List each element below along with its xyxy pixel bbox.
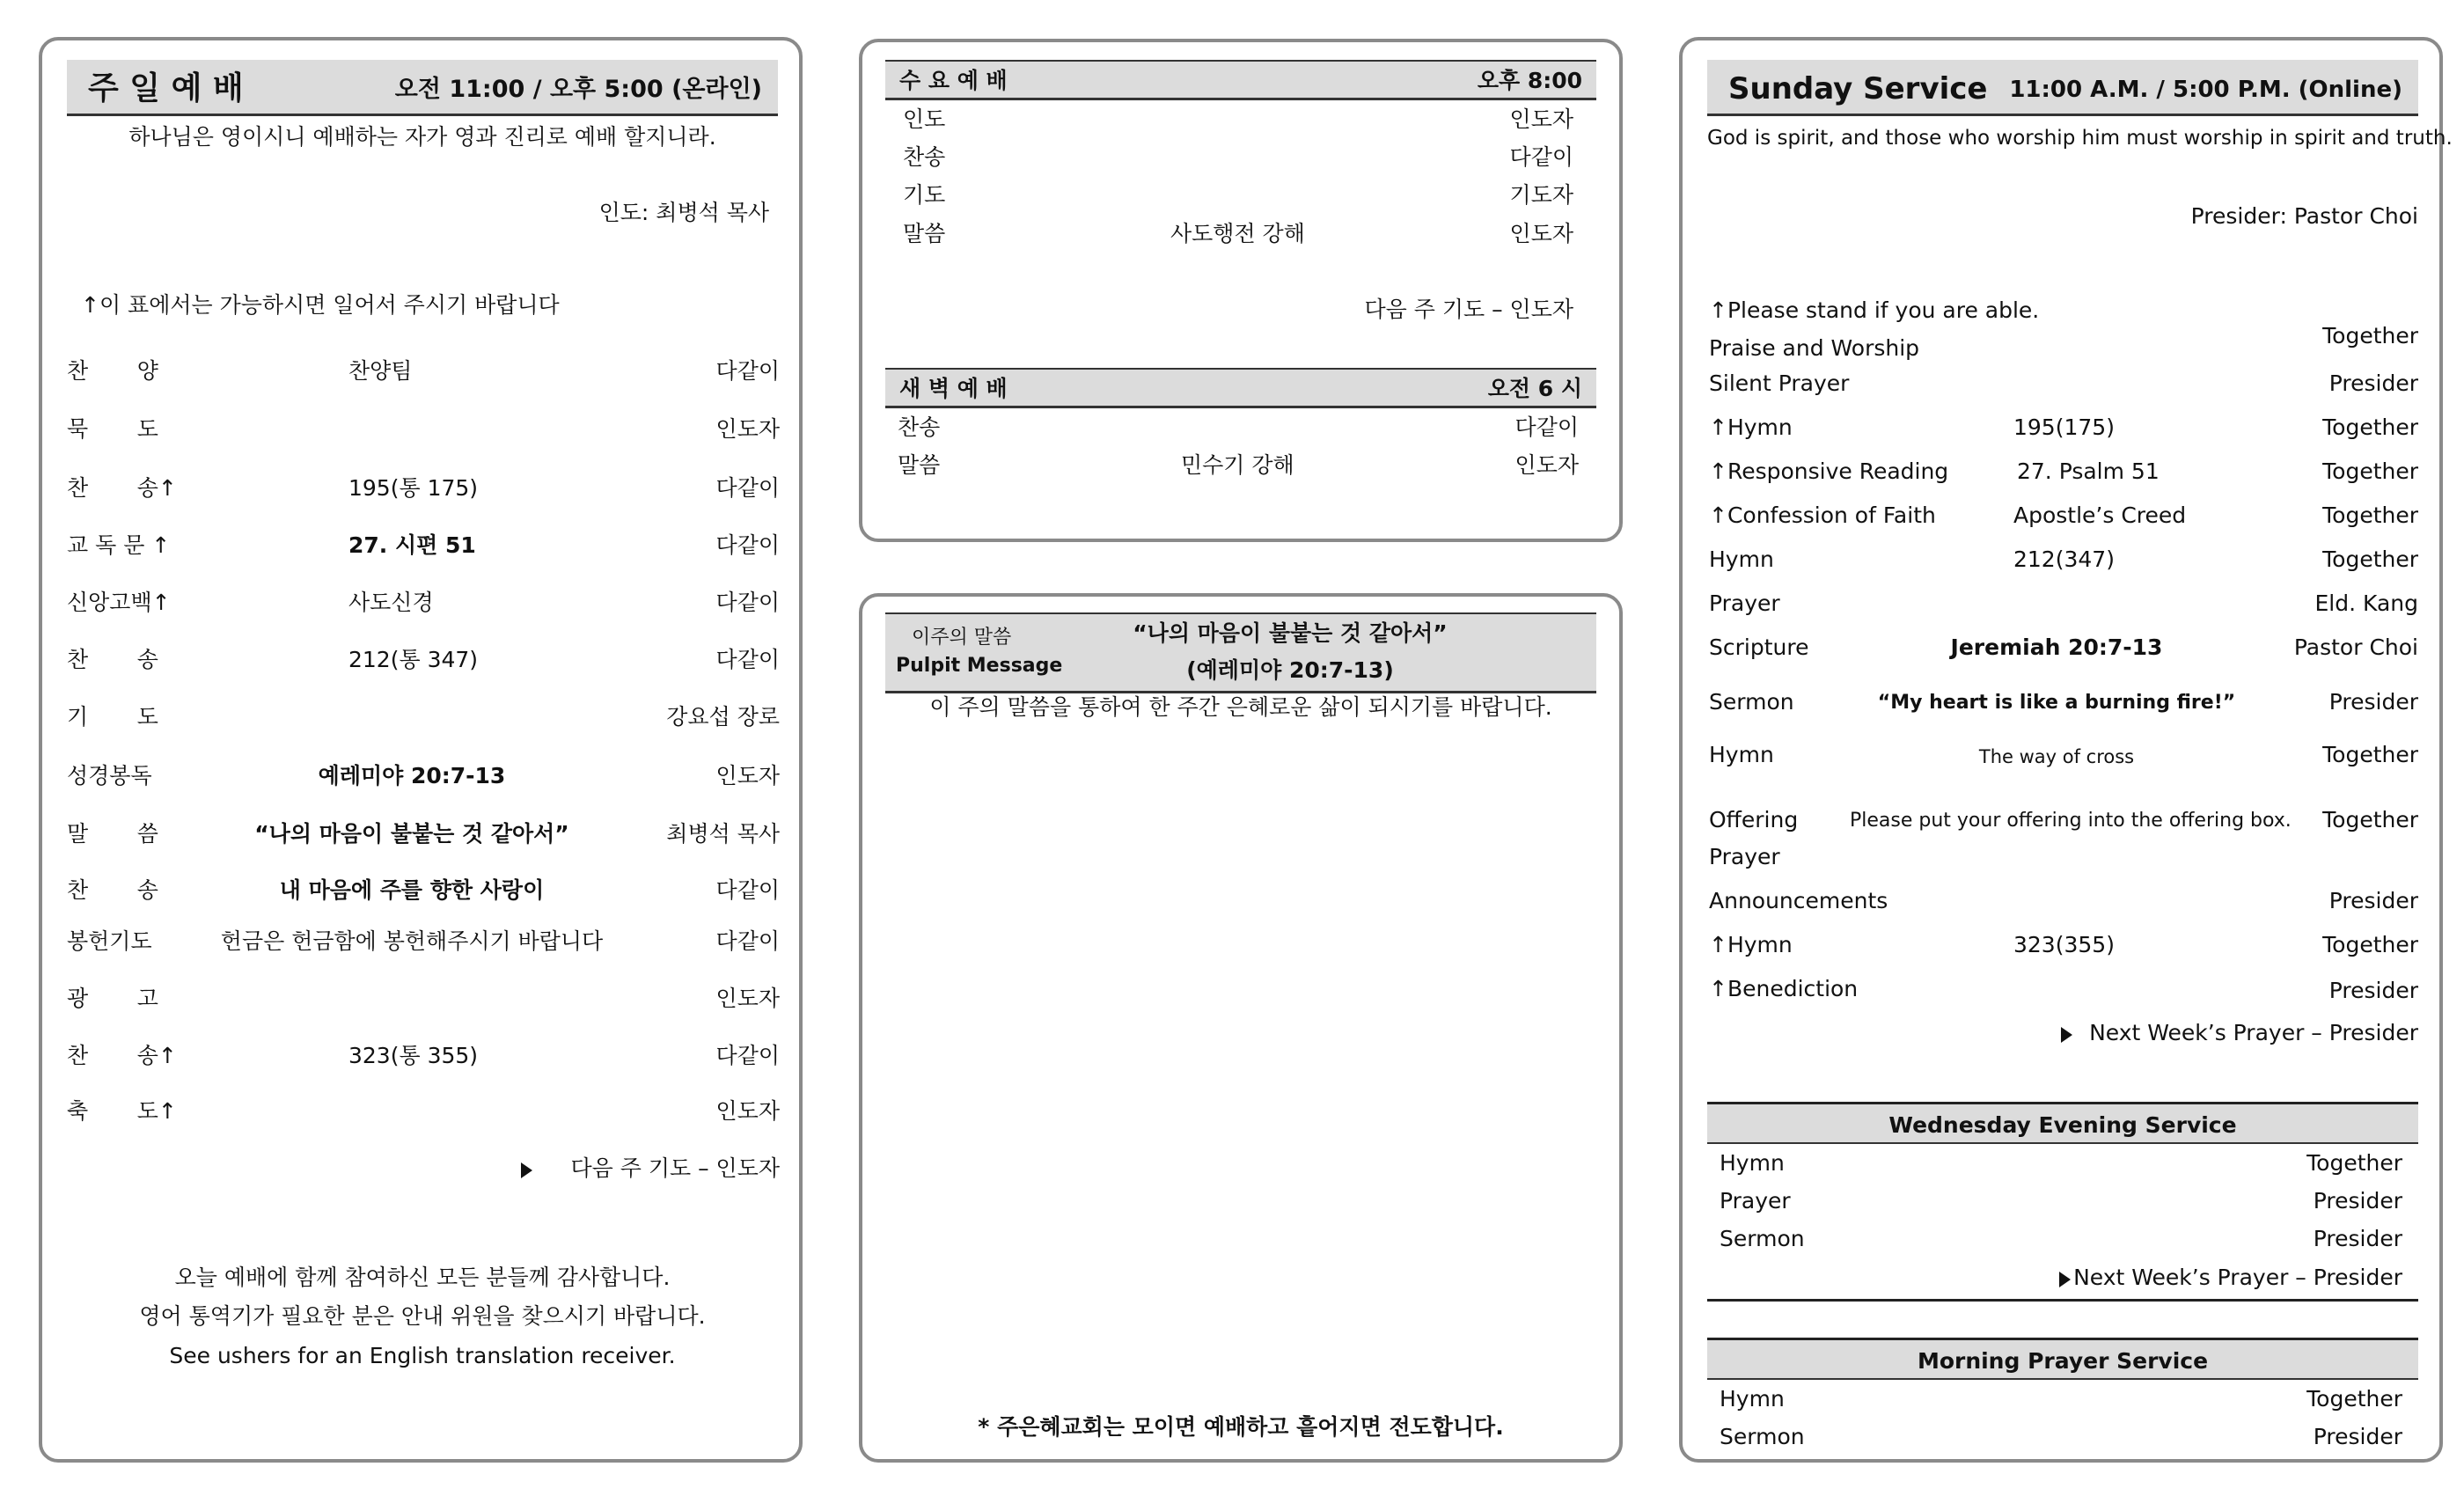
- dawn-ko-header: [885, 368, 1596, 408]
- order-who: Together: [2322, 807, 2418, 832]
- order-item: Sermon: [1709, 689, 1794, 715]
- pulpit-header: [885, 612, 1596, 693]
- order-who: Together: [2322, 414, 2418, 440]
- wed-who: 인도자: [1509, 221, 1573, 246]
- order-detail: 323(통 355): [348, 1043, 479, 1068]
- order-item: Scripture: [1709, 634, 1809, 660]
- order-item: Silent Prayer: [1709, 370, 1850, 396]
- wed-en-who: Together: [2306, 1150, 2402, 1176]
- wednesday-ko-title: 수 요 예 배: [899, 68, 1008, 93]
- order-who: Together: [2322, 458, 2418, 484]
- pulpit-reference: (예레미야 20:7-13): [1186, 657, 1394, 683]
- wed-who: 기도자: [1509, 182, 1573, 208]
- order-detail: 195(175): [2013, 414, 2115, 440]
- order-detail: 사도신경: [348, 590, 434, 615]
- wed-item: 말씀: [903, 221, 946, 246]
- pulpit-message-panel: [859, 593, 1623, 1463]
- order-who: 인도자: [715, 763, 780, 788]
- korean-sunday-header: [67, 60, 778, 116]
- korean-sunday-panel: [39, 37, 803, 1463]
- order-who: 다같이: [715, 475, 780, 501]
- order-item: ↑Hymn: [1709, 932, 1793, 957]
- pulpit-title: “나의 마음이 불붙는 것 같아서”: [1133, 620, 1448, 646]
- order-item: Hymn: [1709, 546, 1774, 572]
- order-detail: 내 마음에 주를 향한 사랑이: [279, 877, 545, 903]
- wed-who: 인도자: [1509, 106, 1573, 132]
- translation-note-ko: 영어 통역기가 필요한 분은 안내 위원을 찾으시기 바랍니다.: [139, 1303, 706, 1329]
- order-who: 다같이: [715, 590, 780, 615]
- wed-en-item: Prayer: [1720, 1188, 1791, 1214]
- order-who: 다같이: [715, 877, 780, 903]
- english-next-prayer: Next Week’s Prayer – Presider: [2089, 1020, 2418, 1045]
- dawn-ko-time: 오전 6 시: [1487, 376, 1582, 401]
- dawn-who: 인도자: [1514, 452, 1579, 478]
- dawn-who: 다같이: [1514, 414, 1579, 440]
- order-item: ↑Benediction: [1709, 976, 1859, 1001]
- order-item: ↑Hymn: [1709, 414, 1793, 440]
- english-sunday-time: 11:00 A.M. / 5:00 P.M. (Online): [2009, 77, 2402, 103]
- order-item: ↑Confession of Faith: [1709, 502, 1936, 528]
- play-arrow-icon: [2059, 1272, 2071, 1287]
- dawn-ko-title: 새 벽 예 배: [899, 376, 1008, 401]
- wed-next-prayer: 다음 주 기도 – 인도자: [1364, 297, 1573, 322]
- order-item: Offering: [1709, 807, 1799, 832]
- order-item: 말 씀: [67, 821, 158, 847]
- wed-who: 다같이: [1509, 144, 1573, 170]
- order-detail: 27. 시편 51: [348, 532, 476, 558]
- order-who: 최병석 목사: [666, 821, 780, 847]
- korean-sunday-presider: 인도: 최병석 목사: [598, 200, 769, 225]
- order-detail: 찬양팀: [348, 358, 413, 384]
- order-detail: “나의 마음이 불붙는 것 같아서”: [254, 821, 569, 847]
- wed-detail: 사도행전 강해: [1170, 221, 1305, 246]
- order-item: 신앙고백↑: [67, 590, 171, 615]
- morning-en-item: Hymn: [1720, 1386, 1785, 1412]
- order-item: Prayer: [1709, 590, 1780, 616]
- order-detail: 212(통 347): [348, 647, 479, 672]
- order-detail: 323(355): [2013, 932, 2115, 957]
- order-item: 찬 송: [67, 647, 158, 672]
- dawn-item: 찬송: [898, 414, 941, 440]
- order-who: Together: [2322, 742, 2418, 767]
- dawn-item: 말씀: [898, 452, 941, 478]
- order-detail: Apostle’s Creed: [2013, 502, 2187, 528]
- order-item: 축 도↑: [67, 1098, 177, 1124]
- order-item: 찬 양: [67, 358, 158, 384]
- order-item: Praise and Worship: [1709, 335, 1920, 361]
- english-sunday-verse: God is spirit, and those who worship him must worship in spirit and truth.: [1707, 127, 2453, 150]
- wednesday-ko-header: [885, 60, 1596, 100]
- morning-en-who: Presider: [2313, 1424, 2402, 1449]
- order-detail: “My heart is like a burning fire!”: [1877, 692, 2236, 714]
- order-who: 다같이: [715, 358, 780, 384]
- order-item: Hymn: [1709, 742, 1774, 767]
- order-detail: The way of cross: [1978, 746, 2135, 767]
- wed-en-who: Presider: [2313, 1188, 2402, 1214]
- order-detail: 예레미야 20:7-13: [318, 763, 506, 788]
- order-who: 다같이: [715, 928, 780, 954]
- pulpit-blessing: 이 주의 말씀을 통하여 한 주간 은혜로운 삶이 되시기를 바랍니다.: [929, 694, 1552, 720]
- english-stand-note: ↑Please stand if you are able.: [1709, 297, 2040, 323]
- order-who: Pastor Choi: [2293, 634, 2418, 660]
- translation-note-en: See ushers for an English translation receiver.: [169, 1343, 676, 1368]
- order-item: 광 고: [67, 986, 158, 1011]
- wednesday-en-title: Wednesday Evening Service: [1888, 1112, 2237, 1138]
- korean-sunday-time: 오전 11:00 / 오후 5:00 (온라인): [394, 76, 762, 103]
- wednesday-en-header: [1707, 1102, 2418, 1144]
- order-detail: 헌금은 헌금함에 봉헌해주시기 바랍니다: [220, 928, 604, 954]
- order-item: Prayer: [1709, 844, 1780, 869]
- order-item: 성경봉독: [67, 763, 152, 788]
- wed-en-next-prayer: Next Week’s Prayer – Presider: [2073, 1265, 2402, 1290]
- morning-en-who: Together: [2306, 1386, 2402, 1412]
- wed-en-who: Presider: [2313, 1226, 2402, 1251]
- order-who: Together: [2322, 502, 2418, 528]
- order-item: 찬 송↑: [67, 1043, 177, 1068]
- wed-en-item: Sermon: [1720, 1226, 1805, 1251]
- wed-item: 인도: [903, 106, 946, 132]
- play-arrow-icon: [2061, 1027, 2072, 1043]
- morning-en-item: Sermon: [1720, 1424, 1805, 1449]
- order-who: Together: [2322, 546, 2418, 572]
- english-sunday-presider: Presider: Pastor Choi: [2190, 203, 2418, 229]
- play-arrow-icon: [521, 1162, 532, 1178]
- order-who: 인도자: [715, 416, 780, 442]
- morning-en-title: Morning Prayer Service: [1917, 1348, 2209, 1374]
- weekday-services-panel: [859, 39, 1623, 542]
- pulpit-label-en: Pulpit Message: [896, 655, 1063, 677]
- order-who: 인도자: [715, 986, 780, 1011]
- order-who: 다같이: [715, 647, 780, 672]
- order-detail: 195(통 175): [348, 475, 479, 501]
- order-item: 찬 송↑: [67, 475, 177, 501]
- order-item: 봉헌기도: [67, 928, 152, 954]
- wednesday-ko-time: 오후 8:00: [1477, 68, 1582, 93]
- wed-item: 기도: [903, 182, 946, 208]
- order-item: 교 독 문 ↑: [67, 532, 171, 558]
- order-who: 강요섭 장로: [666, 704, 780, 730]
- order-detail: Jeremiah 20:7-13: [1950, 634, 2163, 660]
- wed-item: 찬송: [903, 144, 946, 170]
- english-sunday-panel: [1679, 37, 2453, 1463]
- order-who: 인도자: [715, 1098, 780, 1124]
- korean-sunday-verse: 하나님은 영이시니 예배하는 자가 영과 진리로 예배 할지니라.: [128, 124, 716, 150]
- korean-sunday-title: 주 일 예 배: [88, 70, 244, 106]
- order-who: Presider: [2328, 888, 2418, 913]
- next-week-prayer: 다음 주 기도 – 인도자: [570, 1155, 780, 1181]
- divider: [1707, 1299, 2418, 1302]
- order-item: Announcements: [1709, 888, 1888, 913]
- order-who: Presider: [2328, 370, 2418, 396]
- order-who: Eld. Kang: [2314, 590, 2418, 616]
- dawn-detail: 민수기 강해: [1181, 452, 1294, 478]
- wed-en-item: Hymn: [1720, 1150, 1785, 1176]
- order-who: Presider: [2328, 978, 2418, 1003]
- order-item: 묵 도: [67, 416, 158, 442]
- church-motto: * 주은혜교회는 모이면 예배하고 흩어지면 전도합니다.: [978, 1414, 1504, 1440]
- order-who: Together: [2322, 323, 2418, 348]
- order-detail: Please put your offering into the offering box.: [1850, 810, 2292, 832]
- english-sunday-title: Sunday Service: [1728, 71, 1988, 106]
- korean-sunday-stand-note: ↑이 표에서는 가능하시면 일어서 주시기 바랍니다: [81, 292, 560, 318]
- order-who: Together: [2322, 932, 2418, 957]
- order-who: 다같이: [715, 532, 780, 558]
- order-item: 기 도: [67, 704, 158, 730]
- order-who: 다같이: [715, 1043, 780, 1068]
- pulpit-label-ko: 이주의 말씀: [912, 627, 1012, 649]
- english-sunday-header: [1707, 60, 2418, 116]
- order-item: 찬 송: [67, 877, 158, 903]
- order-who: Presider: [2328, 689, 2418, 715]
- order-detail: 27. Psalm 51: [2017, 458, 2160, 484]
- thanks-note: 오늘 예배에 함께 참여하신 모든 분들께 감사합니다.: [174, 1265, 671, 1290]
- morning-en-header: [1707, 1338, 2418, 1380]
- order-detail: 212(347): [2013, 546, 2115, 572]
- order-item: ↑Responsive Reading: [1709, 458, 1949, 484]
